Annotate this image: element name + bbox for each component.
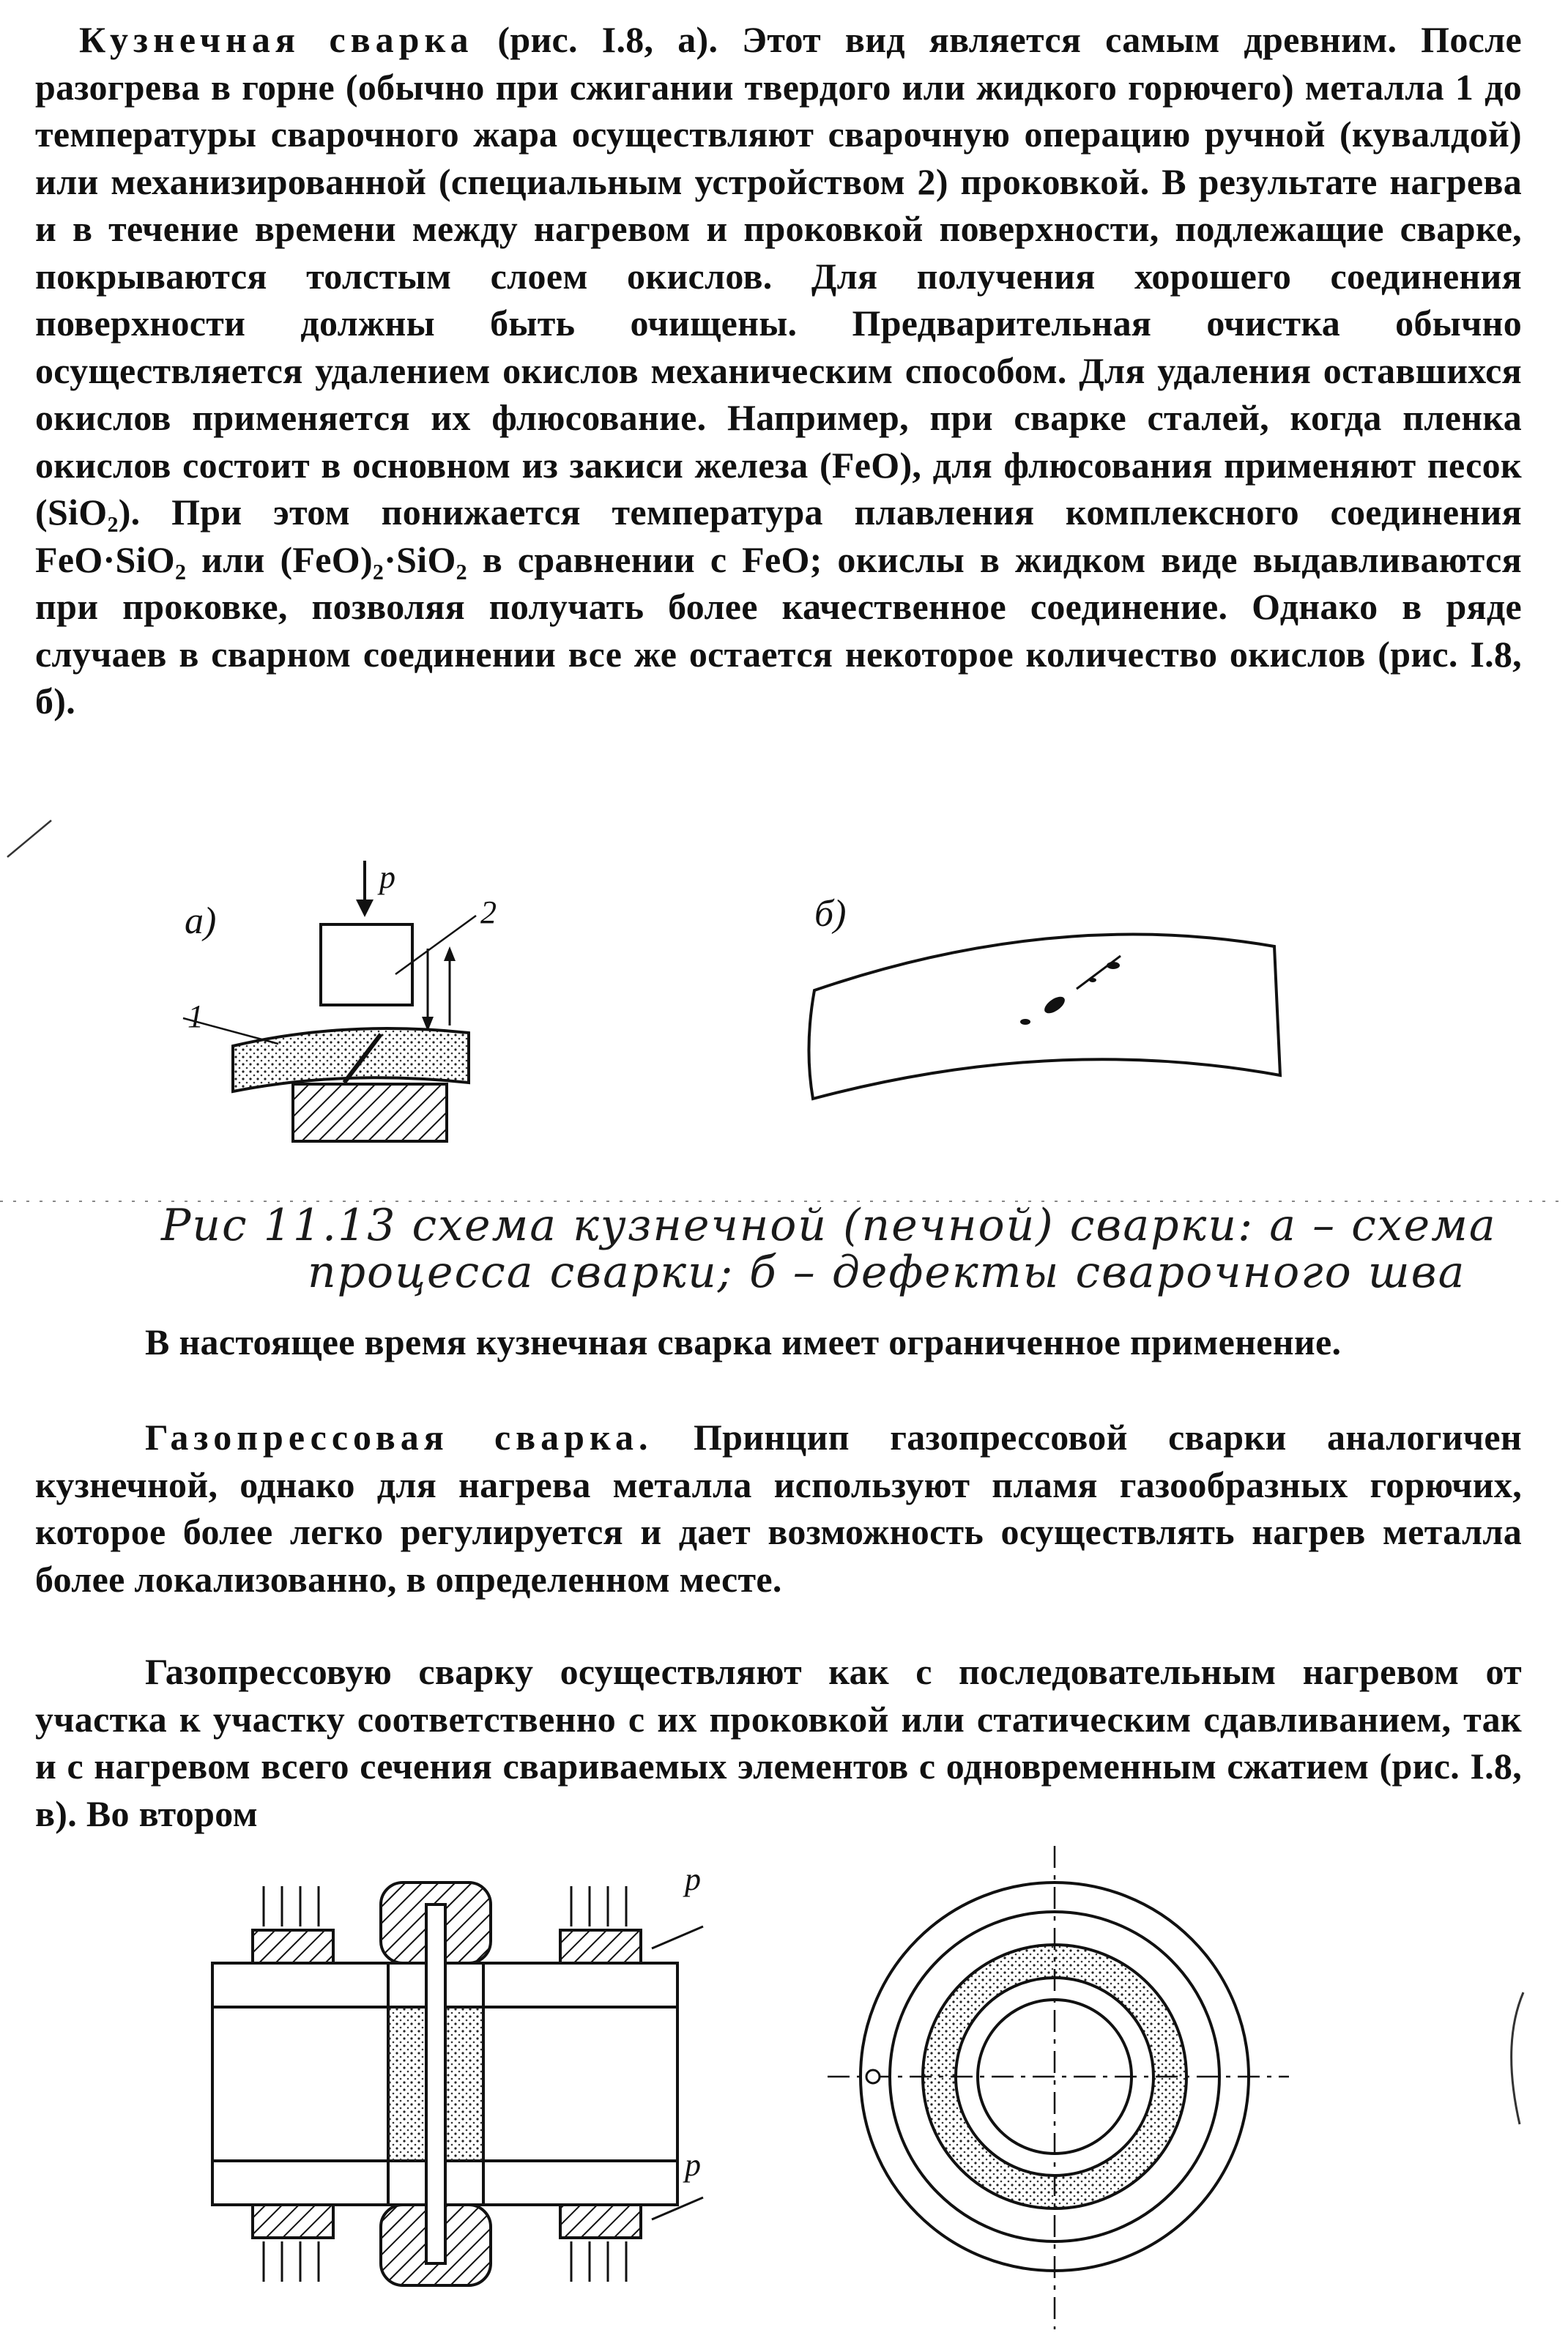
figure-label-a: а): [185, 900, 217, 942]
label-force-p: p: [379, 859, 395, 895]
paragraph-current-use: В настоящее время кузнечная сварка имеет ограниченное применение.: [145, 1321, 1342, 1362]
anvil: [293, 1084, 447, 1141]
force-arrow-p: [356, 861, 374, 917]
paragraph-gas-press-welding: [35, 1414, 1522, 1603]
label-part-2: 2: [480, 894, 497, 930]
label-force-p-bottom: p: [685, 2147, 701, 2183]
paragraph-gas-press-welding-text: Принцип газопрессовой сварки аналогичен кузнечной, однако для нагрева металла используют пламя газообразных горючих, которое более легко регулируется и дает возможность осуществлять нагрев металла более локализованно, в определенном месте.: [35, 1417, 1522, 1600]
term-gas-press-welding: Газопрессовая сварка.: [145, 1417, 653, 1458]
term-forge-welding: Кузнечная сварка: [79, 19, 474, 60]
pipe-left: [212, 1963, 388, 2205]
welded-strip-defects: [809, 935, 1280, 1099]
workpiece-1: [233, 1028, 469, 1091]
paragraph-forge-welding-text: (рис. I.8, а). Этот вид является самым древним. После разогрева в горне (обычно при сжигании твердого или жидкого горючего) металла 1 до температуры сварочного жара осуществляют сварочную операцию ручной (кувалдой) или механизированной (специальным устройством 2) проковкой. В результате нагрева и в течение времени между нагревом и проковкой поверхности, подлежащие сварке, покрываются толстым слоем окислов. Для получения хорошего соединения поверхности должны быть очищены. Предварительная очистка обычно осуществляется удалением окислов механическим способом. Для удаления оставшихся окислов применяется их флюсование. Например, при сварке сталей, когда пленка окислов состоит в основном из закиси железа (FeO), для флюсования применяют песок (SiO₂). При этом понижается температура плавления комплексного соединения FeO·SiO₂ или (FeO)₂·SiO₂ в сравнении с FeO; окислы в жидком виде выдавливаются при проковке, позволяя получать более качественное соединение. Однако в ряде случаев в сварном соединении все же остается некоторое количество окислов (рис. I.8, б).: [35, 19, 1522, 722]
clamp-bottom-right: [560, 2205, 641, 2238]
clamp-bottom-left: [253, 2205, 333, 2238]
clamp-top-right: [560, 1930, 641, 1963]
clamp-top-left: [253, 1930, 333, 1963]
paragraph-gas-press-methods: Газопрессовую сварку осуществляют как с последовательным нагревом от участка к участку соответственно с их проковкой или статическим сдавливанием, так и с нагревом всего сечения свариваемых элементов с одновременным сжатием (рис. I.8, в). Во втором: [35, 1651, 1522, 1834]
hammer-block: [321, 924, 412, 1005]
handwritten-caption-line2: процесса сварки; б – дефекты сварочного шва: [308, 1247, 1466, 1298]
handwritten-caption-line1: Рис 11.13 схема кузнечной (печной) сварки: а – схема: [161, 1200, 1497, 1251]
label-part-1: 1: [187, 998, 204, 1034]
figure-gas-press-welding: [212, 1846, 1289, 2329]
figure-label-b: б): [814, 893, 847, 935]
pipe-right: [483, 1963, 677, 2205]
label-force-p-top: p: [685, 1861, 701, 1897]
